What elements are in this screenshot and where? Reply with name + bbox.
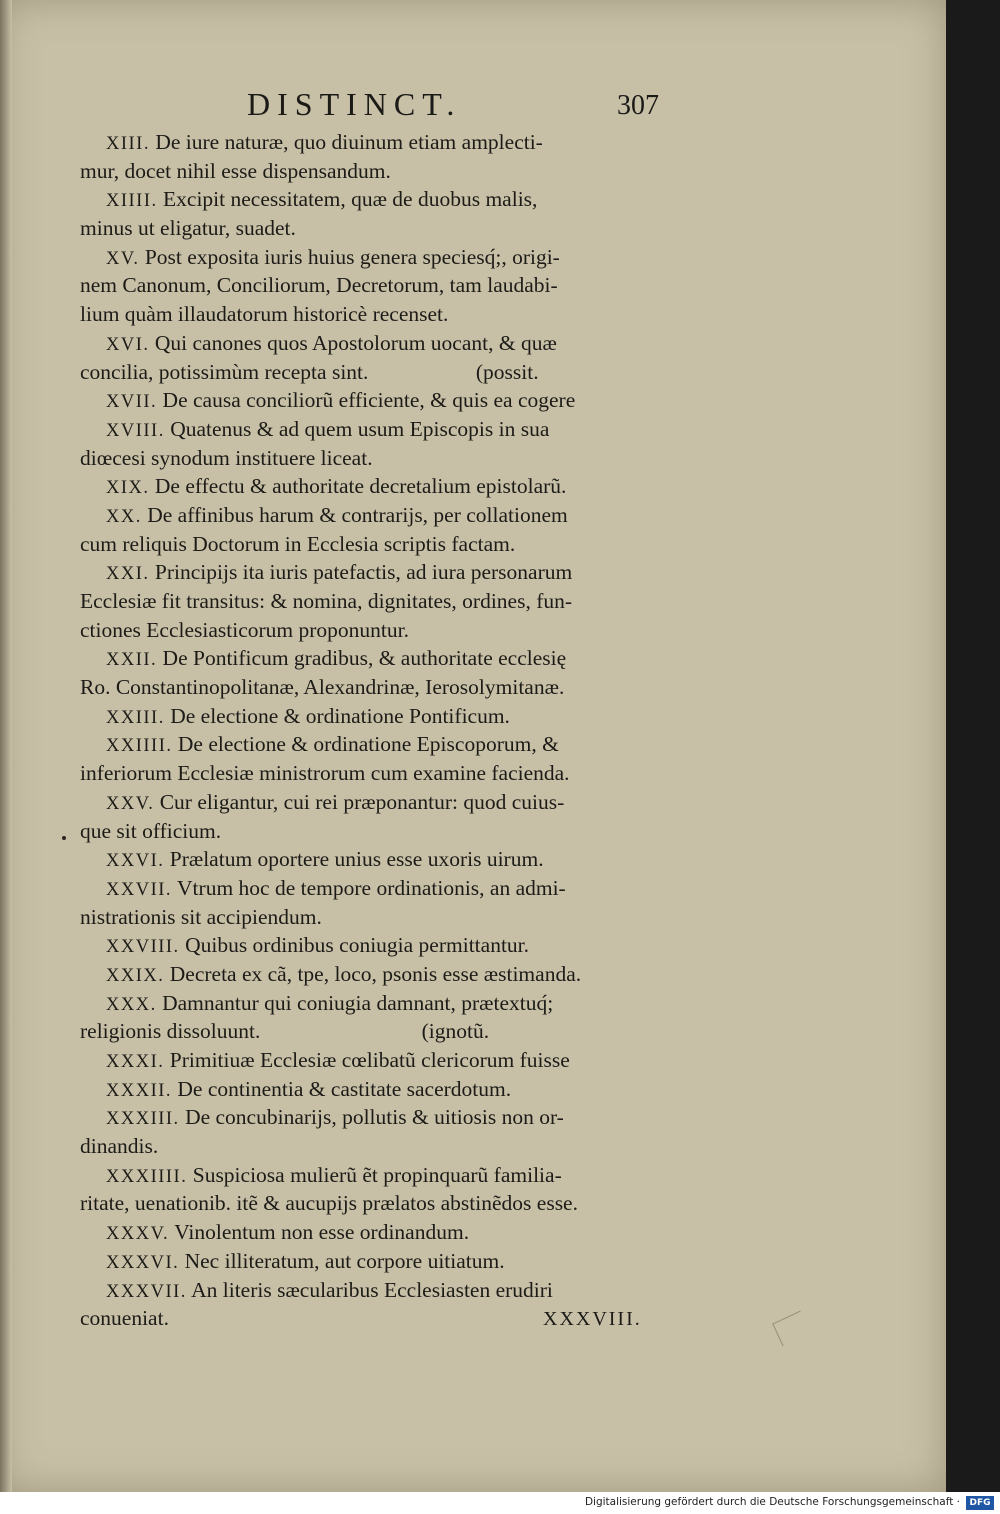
line-text: Ecclesiæ fit transitus: & nomina, dignitates, ordines, fun- [80, 589, 573, 613]
text-line [80, 702, 690, 731]
text-line [80, 300, 690, 329]
page-gutter-shadow [0, 0, 12, 1492]
chapter-summary-list [80, 128, 690, 1333]
line-text: minus ut eligatur, suadet. [80, 216, 296, 241]
roman-numeral: XXIX. [106, 965, 165, 986]
roman-numeral: XX. [106, 506, 142, 527]
text-line [80, 1161, 690, 1190]
text-line [80, 1075, 690, 1104]
line-text: De electione & ordinatione Pontificum. [170, 703, 510, 728]
roman-numeral: XV. [106, 248, 140, 269]
line-text: De concubinarijs, pollutis & uitiosis non or- [185, 1105, 564, 1130]
text-line [80, 587, 690, 616]
text-line [80, 530, 690, 559]
text-line [80, 1247, 690, 1276]
roman-numeral: XVI. [106, 334, 150, 355]
line-text: An literis sæcularibus Ecclesiasten erudiri [191, 1277, 553, 1302]
line-text: diœcesi synodum instituere liceat. [80, 445, 373, 470]
line-text: conueniat. [80, 1306, 169, 1331]
roman-numeral: XXXIII. [106, 1109, 180, 1130]
line-text: nistrationis sit accipiendum. [80, 904, 322, 929]
line-text: Principijs ita iuris patefactis, ad iura personarum [154, 560, 573, 585]
roman-numeral: XXVIII. [106, 937, 180, 958]
line-text: Primitiuæ Ecclesiæ cœlibatũ clericorum fuisse [169, 1048, 570, 1072]
text-line [80, 243, 690, 272]
text-line [80, 1046, 690, 1075]
roman-numeral: XXIII. [106, 707, 165, 728]
text-line [80, 759, 690, 788]
line-text: ctiones Ecclesiasticorum proponuntur. [80, 617, 409, 642]
roman-numeral: XXI. [106, 564, 150, 585]
roman-numeral: XXII. [106, 650, 158, 671]
line-text: que sit officium. [80, 818, 222, 843]
text-line [80, 358, 690, 387]
text-line [80, 1276, 690, 1305]
roman-numeral: XXXII. [106, 1080, 173, 1101]
text-line [80, 673, 690, 702]
text-line [80, 931, 690, 960]
dfg-logo-icon: DFG [966, 1496, 994, 1510]
line-text: De electione & ordinatione Episcoporum, & [177, 732, 559, 757]
ink-dot-mark [62, 836, 66, 840]
text-line [80, 157, 690, 186]
running-head [0, 84, 946, 124]
line-text: concilia, potissimùm recepta sint. (possit. [80, 359, 539, 384]
line-text: De continentia & castitate sacerdotum. [177, 1076, 512, 1101]
line-text: religionis dissoluunt. (ignotũ. [80, 1019, 490, 1044]
running-title: DISTINCT. [247, 86, 462, 122]
line-text: De causa conciliorũ efficiente, & quis ea cogere [162, 388, 576, 413]
text-line [80, 1218, 690, 1247]
text-line [80, 501, 690, 530]
digitization-footer [0, 1492, 1000, 1514]
text-line [80, 558, 690, 587]
roman-numeral: XXV. [106, 793, 155, 814]
text-line [80, 644, 690, 673]
line-text: lium quàm illaudatorum historicè recenset. [80, 302, 449, 327]
roman-numeral: XXXVI. [106, 1252, 180, 1273]
text-line [80, 616, 690, 645]
text-line [80, 1017, 690, 1046]
text-line [80, 788, 690, 817]
line-text: nem Canonum, Conciliorum, Decretorum, tam laudabi- [80, 273, 558, 298]
roman-numeral: XXXIIII. [106, 1166, 188, 1187]
line-text: Vinolentum non esse ordinandum. [174, 1220, 470, 1245]
line-text: Prælatum oportere unius esse uxoris uirum. [169, 847, 544, 872]
footer-credit: Digitalisierung gefördert durch die Deutsche Forschungsgemeinschaft · [584, 1496, 960, 1508]
text-line [80, 444, 690, 473]
line-text: Suspiciosa mulierũ ẽt propinquarũ familia- [192, 1162, 562, 1187]
text-line [80, 1132, 690, 1161]
line-text: Damnantur qui coniugia damnant, prætextuq́; [162, 990, 554, 1015]
text-line [80, 989, 690, 1018]
roman-numeral: XVIII. [106, 420, 165, 441]
line-text: Cur eligantur, cui rei præponantur: quod cuius- [159, 789, 565, 814]
line-text: ritate, uenationib. itẽ & aucupijs prælatos abstinẽdos esse. [80, 1191, 578, 1216]
line-text: Nec illiteratum, aut corpore uitiatum. [184, 1248, 505, 1273]
catchword: XXXVIII. [543, 1308, 642, 1330]
line-text: De effectu & authoritate decretalium epistolarũ. [154, 474, 567, 499]
roman-numeral: XIX. [106, 478, 150, 499]
roman-numeral: XXVI. [106, 851, 165, 872]
line-text: De Pontificum gradibus, & authoritate ecclesię [162, 646, 567, 671]
line-text: inferiorum Ecclesiæ ministrorum cum examine facienda. [80, 761, 570, 786]
text-line [80, 845, 690, 874]
text-line [80, 128, 690, 157]
roman-numeral: XIII. [106, 134, 150, 154]
line-text: De iure naturæ, quo diuinum etiam amplecti- [155, 130, 543, 154]
text-line [80, 386, 690, 415]
line-text: Excipit necessitatem, quæ de duobus malis, [163, 187, 538, 212]
roman-numeral: XVII. [106, 392, 158, 413]
line-text: Qui canones quos Apostolorum uocant, & quæ [154, 330, 557, 355]
text-line [80, 960, 690, 989]
line-text: Post exposita iuris huius genera speciesq́;, origi- [144, 244, 560, 269]
text-line [80, 415, 690, 444]
text-line [80, 817, 690, 846]
line-text: Quatenus & ad quem usum Episcopis in sua [170, 416, 550, 441]
text-line [80, 185, 690, 214]
roman-numeral: XXXI. [106, 1052, 165, 1072]
text-line [80, 903, 690, 932]
line-text: mur, docet nihil esse dispensandum. [80, 158, 391, 183]
line-text: Decreta ex cã, tpe, loco, psonis esse æstimanda. [169, 961, 582, 986]
line-text: Ro. Constantinopolitanæ, Alexandrinæ, Ierosolymitanæ. [80, 675, 565, 700]
page-number: 307 [617, 90, 659, 121]
roman-numeral: XXXVII. [106, 1281, 187, 1302]
text-line [80, 874, 690, 903]
line-text: Quibus ordinibus coniugia permittantur. [185, 933, 530, 958]
text-line [80, 472, 690, 501]
text-line [80, 214, 690, 243]
line-text: cum reliquis Doctorum in Ecclesia scriptis factam. [80, 531, 516, 556]
roman-numeral: XXVII. [106, 879, 173, 900]
line-text: Vtrum hoc de tempore ordinationis, an admi- [177, 875, 566, 900]
line-text: De affinibus harum & contrarijs, per collationem [147, 502, 568, 527]
text-line [80, 271, 690, 300]
text-line [80, 1189, 690, 1218]
roman-numeral: XIIII. [106, 191, 158, 212]
text-line [80, 1103, 690, 1132]
faint-pencil-mark [772, 1311, 811, 1347]
text-line [80, 329, 690, 358]
line-text: dinandis. [80, 1134, 159, 1159]
text-line [80, 730, 690, 759]
roman-numeral: XXX. [106, 994, 157, 1015]
roman-numeral: XXXV. [106, 1224, 170, 1245]
roman-numeral: XXIIII. [106, 736, 173, 757]
